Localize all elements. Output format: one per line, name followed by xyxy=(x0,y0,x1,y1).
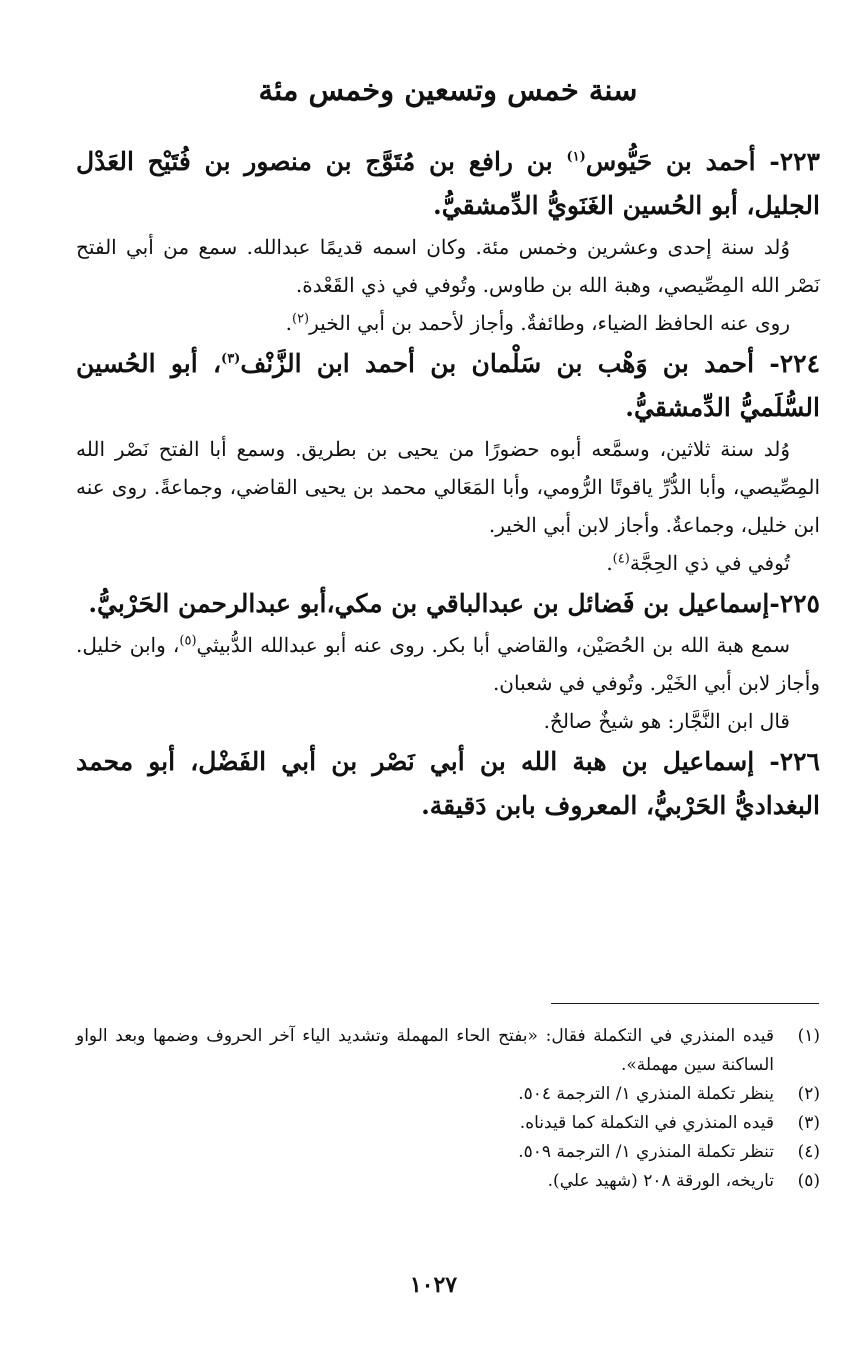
entry-224-paragraph-1: وُلد سنة ثلاثين، وسمَّعه أبوه حضورًا من يحيى بن بطريق. وسمع أبا الفتح نَصْر الله المِصِّيصي، وأبا الدُّرِّ ياقوتًا الرُّومي، وأبا المَعَالي محمد بن يحيى القاضي، وجماعةً. روى عنه ابن خليل، وجماعةٌ. وأجاز لابن أبي الخير. xyxy=(76,437,820,537)
footnote-number: (٢) xyxy=(797,1084,820,1104)
entry-224-heading-text: ٢٢٤- أحمد بن وَهْب بن سَلْمان بن أحمد ابن الزَّنْف xyxy=(240,349,821,378)
page-title: سنة خمس وتسعين وخمس مئة xyxy=(258,73,638,107)
footnotes xyxy=(76,1022,820,1196)
footnote-text: تاريخه، الورقة ٢٠٨ (شهيد علي). xyxy=(547,1171,774,1191)
entry-225-paragraph-1-text: سمع هبة الله بن الحُصَيْن، والقاضي أبا بكر. روى عنه أبو عبدالله الدُّبيثي xyxy=(196,633,791,657)
footnote-text: قيده المنذري في التكملة فقال: «بفتح الحاء المهملة وتشديد الياء آخر الحروف وضمها وبعد الواو الساكنة سين مهملة». xyxy=(76,1026,774,1075)
footnote-2 xyxy=(76,1080,820,1109)
entry-223-heading-text: ٢٢٣- أحمد بن حَيُّوس xyxy=(585,147,820,176)
footnote-text: قيده المنذري في التكملة كما قيدناه. xyxy=(519,1113,774,1133)
footnote-5 xyxy=(76,1167,820,1196)
entry-226-heading: ٢٢٦- إسماعيل بن هبة الله بن أبي نَصْر بن أبي الفَضْل، أبو محمد البغداديُّ الحَرْبيُّ، المعروف بابن دَقيقة. xyxy=(76,747,820,820)
entry-224-paragraph-2 xyxy=(76,544,820,582)
entry-223-paragraph-2 xyxy=(76,304,820,342)
footnote-number: (٣) xyxy=(797,1113,820,1133)
footnote-text: تنظر تكملة المنذري ١/ الترجمة ٥٠٩. xyxy=(518,1142,774,1162)
page-number: ١٠٢٧ xyxy=(409,1272,458,1298)
entry-225-heading: ٢٢٥-إسماعيل بن فَضائل بن عبدالباقي بن مكي،أبو عبدالرحمن الحَرْبيُّ. xyxy=(88,589,820,618)
entry-225-paragraph-2: قال ابن النَّجَّار: هو شيخٌ صالحٌ. xyxy=(543,709,790,733)
footnote-ref-4: (٤) xyxy=(612,551,630,567)
footnote-3 xyxy=(76,1109,820,1138)
footnote-ref-1: (١) xyxy=(566,149,586,165)
entry-225-paragraph-1-rest: ، وابن خليل. وأجاز لابن أبي الخَيْر. وتُوفي في شعبان. xyxy=(76,633,820,695)
entry-223-paragraph-2-text: روى عنه الحافظ الضياء، وطائفةٌ. وأجاز لأحمد بن أبي الخير xyxy=(309,311,790,335)
entry-224-heading xyxy=(76,342,820,430)
footnote-ref-3: (٣) xyxy=(221,351,241,367)
entry-224-paragraph-2-text: تُوفي في ذي الحِجَّة xyxy=(629,551,790,575)
entry-224-heading-rest: ، أبو الحُسين السُّلَميُّ الدِّمشقيُّ. xyxy=(76,349,820,422)
entry-225-paragraph-1 xyxy=(76,626,820,702)
entry-223-heading-rest: بن رافع بن مُتَوَّج بن منصور بن فُتَيْح العَدْل الجليل، أبو الحُسين الغَنَويُّ الدِّمشقيُّ. xyxy=(76,147,820,220)
footnote-divider xyxy=(551,1003,819,1004)
footnote-number: (١) xyxy=(797,1026,820,1046)
footnote-ref-5: (٥) xyxy=(179,633,197,649)
entry-223-heading xyxy=(76,140,820,228)
entry-223-paragraph-2-end: . xyxy=(285,311,292,335)
footnote-number: (٥) xyxy=(797,1171,820,1191)
footnote-1 xyxy=(76,1022,820,1080)
footnote-number: (٤) xyxy=(797,1142,820,1162)
page-body xyxy=(76,60,820,828)
footnote-text: ينظر تكملة المنذري ١/ الترجمة ٥٠٤. xyxy=(518,1084,774,1104)
entry-224-paragraph-2-end: . xyxy=(606,551,613,575)
entry-223-paragraph-1: وُلد سنة إحدى وعشرين وخمس مئة. وكان اسمه قديمًا عبدالله. سمع من أبي الفتح نَصْر الله المِصِّيصي، وهبة الله بن طاوس. وتُوفي في ذي القَعْدة. xyxy=(76,235,820,297)
footnote-4 xyxy=(76,1138,820,1167)
footnote-ref-2: (٢) xyxy=(291,311,310,327)
